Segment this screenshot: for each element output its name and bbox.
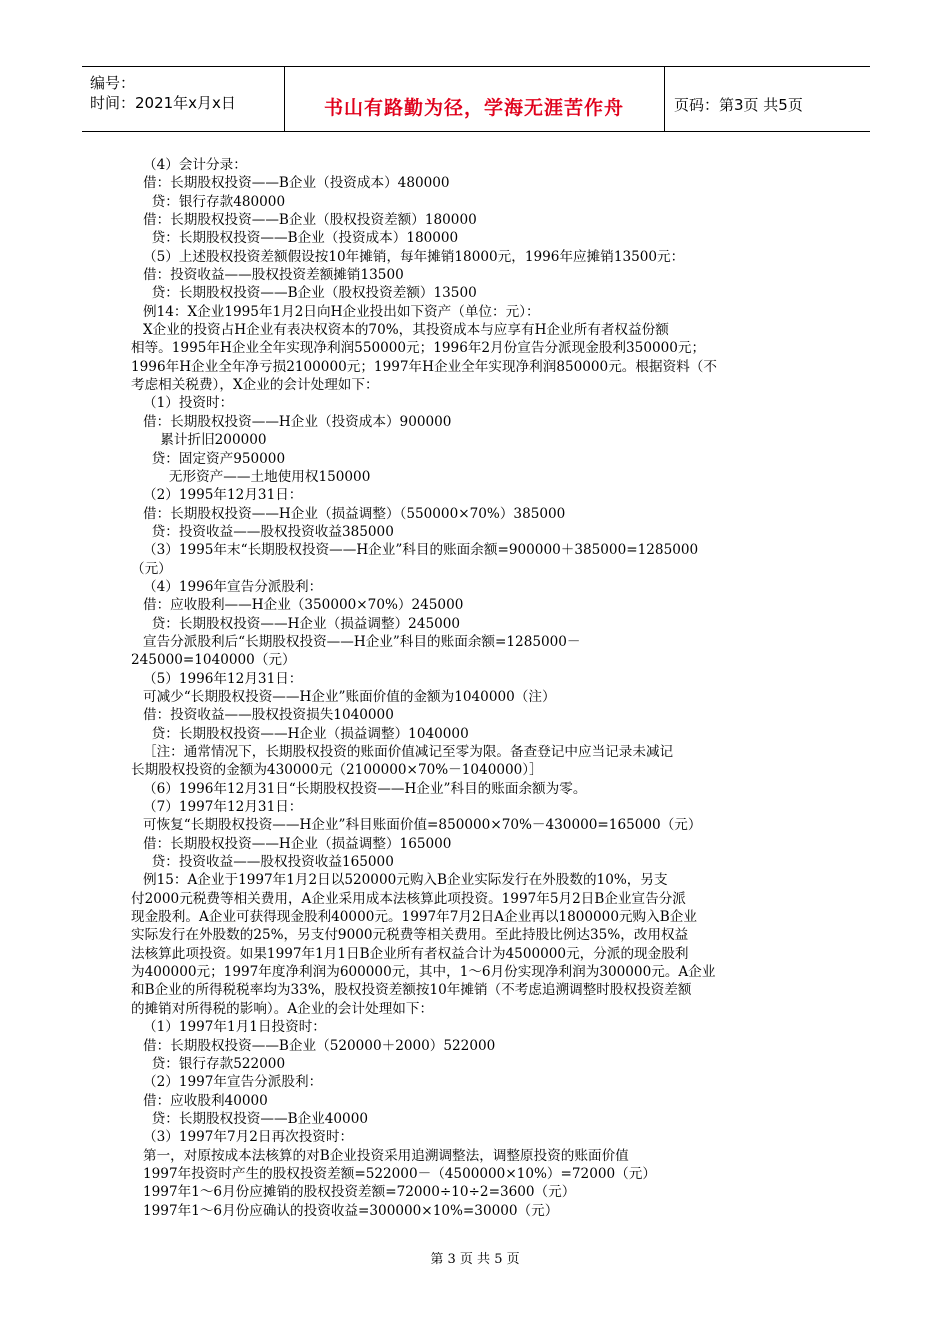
body-line: 贷：银行存款480000 (143, 193, 286, 210)
body-line: 法核算此项投资。如果1997年1月1日B企业所有者权益合计为4500000元，分派的现金股利 (131, 945, 689, 962)
body-line: 例14：X企业1995年1月2日向H企业投出如下资产（单位：元）： (143, 303, 540, 320)
body-line: （2）1995年12月31日： (143, 487, 303, 504)
page-header (82, 66, 870, 132)
body-line: 借：投资收益——股权投资损失1040000 (143, 707, 394, 724)
body-line: 贷：长期股权投资——B企业（股权投资差额）13500 (143, 285, 477, 302)
body-line: 贷：投资收益——股权投资收益165000 (143, 854, 394, 871)
body-line: 相等。1995年H企业全年实现净利润550000元；1996年2月份宣告分派现金股利350000元； (131, 340, 706, 357)
body-line: （2）1997年宣告分派股利： (143, 1074, 323, 1091)
body-line: 借：应收股利40000 (143, 1092, 268, 1109)
body-line: （7）1997年12月31日： (143, 799, 303, 816)
body-line: 贷：长期股权投资——B企业（投资成本）180000 (143, 230, 459, 247)
body-line: （3）1995年末“长期股权投资——H企业”科目的账面余额=900000＋385000=1285000 (143, 542, 699, 559)
body-line: 借：长期股权投资——H企业（损益调整）（550000×70%）385000 (143, 505, 566, 522)
body-line: 考虑相关税费），X企业的会计处理如下： (131, 377, 379, 394)
header-left-cell (82, 67, 285, 131)
body-line: （1）1997年1月1日投资时： (143, 1019, 326, 1036)
body-line: 无形资产——土地使用权150000 (143, 468, 371, 485)
body-line: 1997年1～6月份应摊销的股权投资差额=72000÷10÷2=3600（元） (143, 1184, 576, 1201)
body-line: 例15：A企业于1997年1月2日以520000元购入B企业实际发行在外股数的10%，另支 (143, 872, 668, 889)
body-line: 现金股利。A企业可获得现金股利40000元。1997年7月2日A企业再以1800000元购入B企业 (131, 909, 697, 926)
body-line: 贷：银行存款522000 (143, 1055, 286, 1072)
body-line: 和B企业的所得税税率均为33%，股权投资差额按10年摊销（不考虑追溯调整时股权投资差额 (131, 982, 692, 999)
body-line: 贷：长期股权投资——H企业（损益调整）245000 (143, 615, 461, 632)
body-line: （6）1996年12月31日“长期股权投资——H企业”科目的账面余额为零。 (143, 780, 587, 797)
body-line: 付2000元税费等相关费用，A企业采用成本法核算此项投资。1997年5月2日B企业宣告分派 (131, 890, 686, 907)
body-line: 借：长期股权投资——B企业（520000＋2000）522000 (143, 1037, 496, 1054)
header-middle-cell (284, 67, 665, 131)
body-line: 245000=1040000（元） (131, 652, 296, 669)
body-line: （4）1996年宣告分派股利： (143, 578, 323, 595)
body-line: （5）1996年12月31日： (143, 670, 303, 687)
body-line: 1997年投资时产生的股权投资差额=522000－（4500000×10%）=72000（元） (143, 1165, 656, 1182)
page-footer: 第 3 页 共 5 页 (430, 1252, 520, 1267)
body-line: 可减少“长期股权投资——H企业”账面价值的金额为1040000（注） (143, 688, 556, 705)
body-line: 贷：长期股权投资——B企业40000 (143, 1110, 368, 1127)
body-line: 实际发行在外股数的25%，另支付9000元税费等相关费用。至此持股比例达35%，改用权益 (131, 927, 689, 944)
body-line: 可恢复“长期股权投资——H企业”科目账面价值=850000×70%－430000=165000（元） (143, 817, 702, 834)
body-line: 借：投资收益——股权投资差额摊销13500 (143, 267, 404, 284)
document-time-label: 时间：2021年x月x日 (90, 94, 236, 112)
body-line: （4）会计分录： (143, 157, 247, 173)
body-line: 贷：固定资产950000 (143, 450, 286, 467)
body-line: 累计折旧200000 (143, 432, 267, 449)
body-line: 为400000元；1997年度净利润为600000元，其中，1～6月份实现净利润为300000元。A企业 (131, 964, 716, 981)
body-line: 第一，对原按成本法核算的对B企业投资采用追溯调整法，调整原投资的账面价值 (143, 1147, 629, 1164)
body-line: X企业的投资占H企业有表决权资本的70%，其投资成本与应享有H企业所有者权益份额 (143, 322, 669, 339)
document-number-label: 编号： (90, 74, 136, 92)
body-line: 贷：投资收益——股权投资收益385000 (143, 523, 394, 540)
body-line: 的摊销对所得税的影响）。A企业的会计处理如下： (131, 1000, 434, 1017)
body-line: （1）投资时： (143, 395, 234, 412)
body-line: 1997年1～6月份应确认的投资收益=300000×10%=30000（元） (143, 1202, 559, 1219)
body-line: 借：长期股权投资——B企业（投资成本）480000 (143, 175, 450, 192)
body-line: 1996年H企业全年净亏损2100000元；1997年H企业全年实现净利润850000元。根据资料（不 (131, 358, 717, 375)
body-line: （3）1997年7月2日再次投资时： (143, 1129, 354, 1146)
header-right-cell (664, 67, 870, 131)
body-line: （5）上述股权投资差额假设按10年摊销，每年摊销18000元，1996年应摊销13500元： (143, 248, 685, 265)
document-body (131, 156, 815, 1220)
header-page-number: 页码：第3页 共5页 (674, 96, 803, 114)
body-line: 借：应收股利——H企业（350000×70%）245000 (143, 597, 464, 614)
body-line: 借：长期股权投资——H企业（损益调整）165000 (143, 835, 452, 852)
body-line: 长期股权投资的金额为430000元（2100000×70%－1040000）］ (131, 762, 543, 779)
body-line: 贷：长期股权投资——H企业（损益调整）1040000 (143, 725, 469, 742)
header-motto: 书山有路勤为径，学海无涯苦作舟 (323, 97, 624, 119)
body-line: 宣告分派股利后“长期股权投资——H企业”科目的账面余额=1285000－ (143, 633, 581, 650)
body-line: 借：长期股权投资——B企业（股权投资差额）180000 (143, 212, 477, 229)
body-line: （元） (131, 560, 172, 577)
body-line: 借：长期股权投资——H企业（投资成本）900000 (143, 413, 452, 430)
body-line: ［注：通常情况下，长期股权投资的账面价值减记至零为限。备查登记中应当记录未减记 (143, 744, 674, 760)
